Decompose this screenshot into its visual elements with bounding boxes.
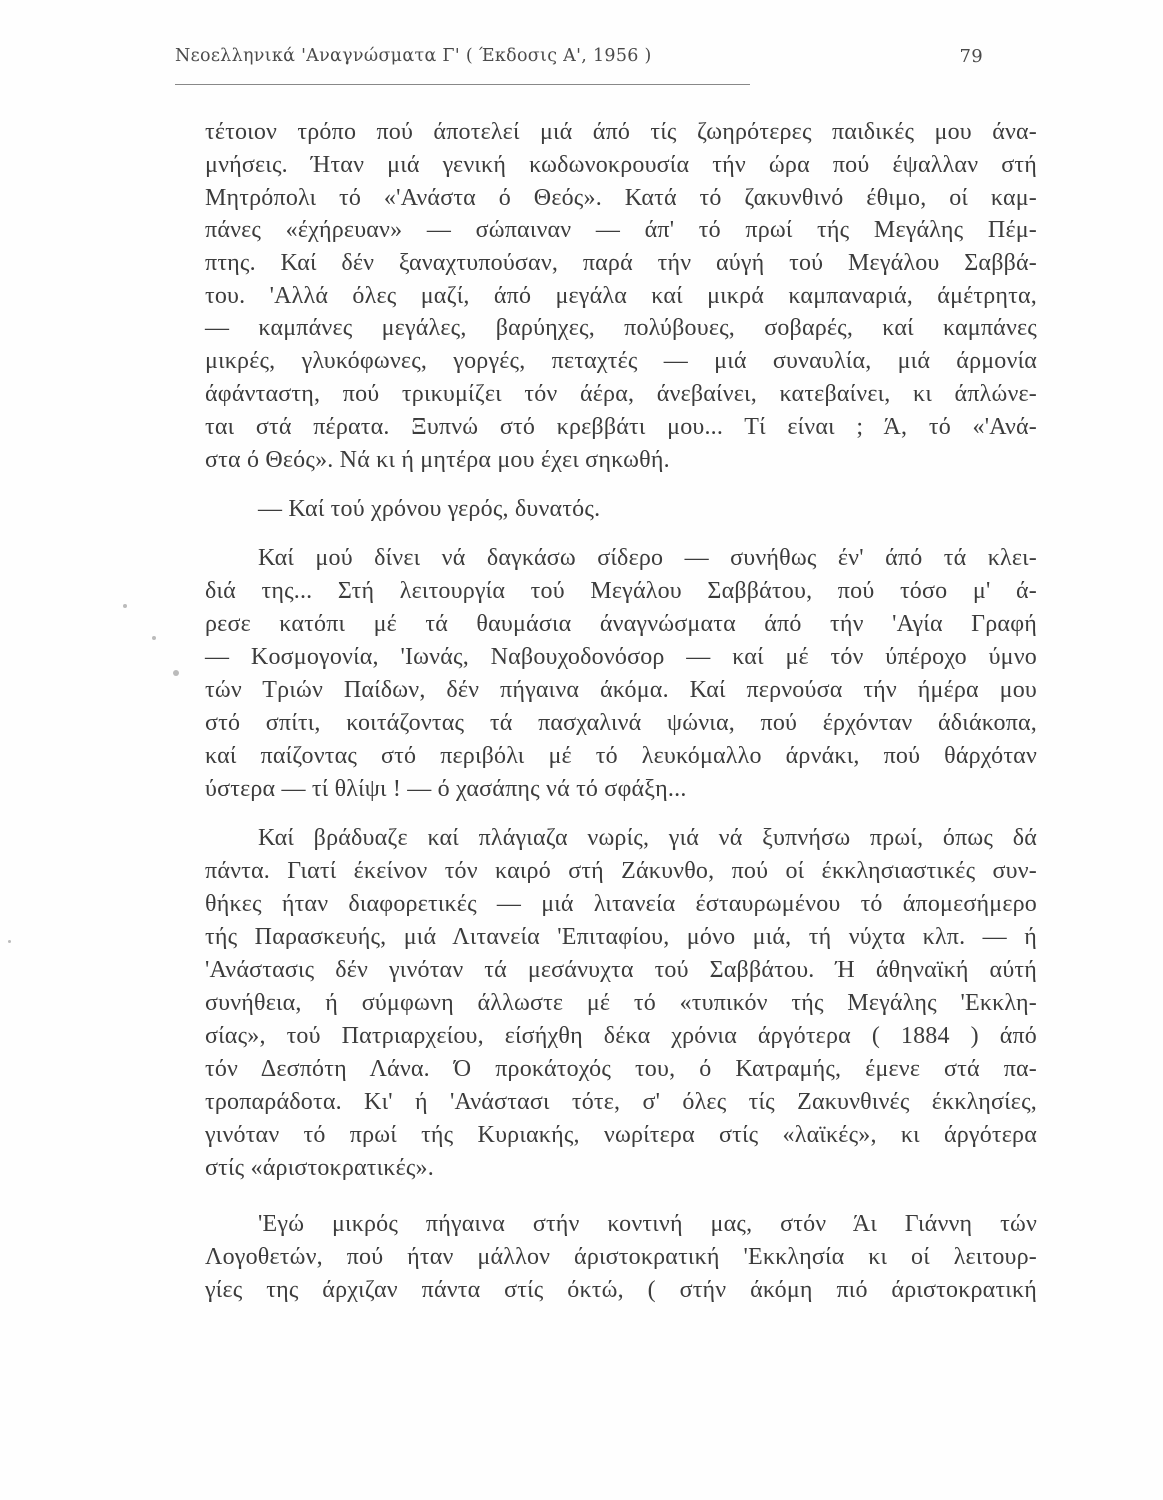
text-line: στίς «άριστοκρατικές». — [205, 1155, 434, 1181]
text-line: μικρές, γλυκόφωνες, γοργές, πεταχτές — μιά συναυλία, μιά άρμονία — [205, 348, 1037, 374]
text-line: — καμπάνες μεγάλες, βαρύηχες, πολύβουες, σοβαρές, καί καμπάνες — [205, 315, 1037, 341]
text-line: Καί βράδυαζε καί πλάγιαζα νωρίς, γιά νά ξυπνήσω πρωί, όπως δά — [258, 825, 1037, 851]
text-line: τροπαράδοτα. Κι' ή 'Ανάστασι τότε, σ' όλες τίς Ζακυνθινές έκκλησίες, — [205, 1089, 1037, 1115]
text-line: ύστερα — τί θλίψι ! — ό χασάπης νά τό σφάξη... — [205, 776, 687, 802]
scan-speck — [8, 940, 11, 943]
text-line: γίες της άρχιζαν πάντα στίς όκτώ, ( στήν άκόμη πιό άριστοκρατική — [205, 1277, 1037, 1303]
text-line: τών Τριών Παίδων, δέν πήγαινα άκόμα. Καί περνούσα τήν ήμέρα μου — [205, 677, 1037, 703]
text-line: μνήσεις. Ήταν μιά γενική κωδωνοκρουσία τήν ώρα πού έψαλλαν στή — [205, 152, 1037, 178]
text-line: τόν Δεσπότη Λάνα. Ό προκάτοχός του, ό Κατραμής, έμενε στά πα- — [205, 1056, 1037, 1082]
text-line: γινόταν τό πρωί τής Κυριακής, νωρίτερα στίς «λαϊκές», κι άργότερα — [205, 1122, 1037, 1148]
text-line: — Κοσμογονία, 'Ιωνάς, Ναβουχοδονόσορ — καί μέ τόν ύπέροχο ύμνο — [205, 644, 1037, 670]
text-line: πτης. Καί δέν ξαναχτυπούσαν, παρά τήν αύγή τού Μεγάλου Σαββά- — [205, 250, 1037, 276]
text-line: διά της... Στή λειτουργία τού Μεγάλου Σαββάτου, πού τόσο μ' ά- — [205, 578, 1037, 604]
text-line: στα ό Θεός». Νά κι ή μητέρα μου έχει σηκωθή. — [205, 447, 670, 473]
text-line: Καί μού δίνει νά δαγκάσω σίδερο — συνήθως έν' άπό τά κλει- — [258, 545, 1037, 571]
scan-speck — [152, 636, 156, 640]
text-line: θήκες ήταν διαφορετικές — μιά λιτανεία έσταυρωμένου τό άπομεσήμερο — [205, 891, 1037, 917]
text-line: — Καί τού χρόνου γερός, δυνατός. — [258, 496, 601, 522]
text-line: στό σπίτι, κοιτάζοντας τά πασχαλινά ψώνια, πού έρχόνταν άδιάκοπα, — [205, 710, 1037, 736]
text-line: 'Ανάστασις δέν γινόταν τά μεσάνυχτα τού Σαββάτου. Ή άθηναϊκή αύτή — [205, 957, 1037, 983]
text-line: τής Παρασκευής, μιά Λιτανεία 'Επιταφίου, μόνο μιά, τή νύχτα κλπ. — ή — [205, 924, 1037, 950]
text-line: του. 'Αλλά όλες μαζί, άπό μεγάλα καί μικρά καμπαναριά, άμέτρητα, — [205, 283, 1037, 309]
scan-speck — [123, 604, 127, 608]
text-line: καί παίζοντας στό περιβόλι μέ τό λευκόμαλλο άρνάκι, πού θάρχόταν — [205, 743, 1037, 769]
text-line: συνήθεια, ή σύμφωνη άλλωστε μέ τό «τυπικόν τής Μεγάλης 'Εκκλη- — [205, 990, 1037, 1016]
text-line: 'Εγώ μικρός πήγαινα στήν κοντινή μας, στόν Άι Γιάννη τών — [258, 1211, 1037, 1237]
text-line: πάνες «έχήρευαν» — σώπαιναν — άπ' τό πρωί τής Μεγάλης Πέμ- — [205, 217, 1037, 243]
running-title: Νεοελληνικά 'Αναγνώσματα Γ' ( Έκδοσις Α', 1956 ) — [175, 46, 652, 66]
text-line: τέτοιον τρόπο πού άποτελεί μιά άπό τίς ζωηρότερες παιδικές μου άνα- — [205, 119, 1037, 145]
text-line: σίας», τού Πατριαρχείου, είσήχθη δέκα χρόνια άργότερα ( 1884 ) άπό — [205, 1023, 1037, 1049]
text-line: Μητρόπολι τό «'Ανάστα ό Θεός». Κατά τό ζακυνθινό έθιμο, οί καμ- — [205, 185, 1037, 211]
text-line: άφάνταστη, πού τρικυμίζει τόν άέρα, άνεβαίνει, κατεβαίνει, κι άπλώνε- — [205, 381, 1037, 407]
scan-speck — [173, 670, 179, 676]
page-number: 79 — [959, 46, 983, 67]
text-line: ρεσε κατόπι μέ τά θαυμάσια άναγνώσματα άπό τήν 'Αγία Γραφή — [205, 611, 1037, 637]
text-line: ται στά πέρατα. Ξυπνώ στό κρεββάτι μου... Τί είναι ; Ά, τό «'Ανά- — [205, 414, 1037, 440]
text-line: Λογοθετών, πού ήταν μάλλον άριστοκρατική 'Εκκλησία κι οί λειτουρ- — [205, 1244, 1037, 1270]
text-line: πάντα. Γιατί έκείνον τόν καιρό στή Ζάκυνθο, πού οί έκκλησιαστικές συν- — [205, 858, 1037, 884]
